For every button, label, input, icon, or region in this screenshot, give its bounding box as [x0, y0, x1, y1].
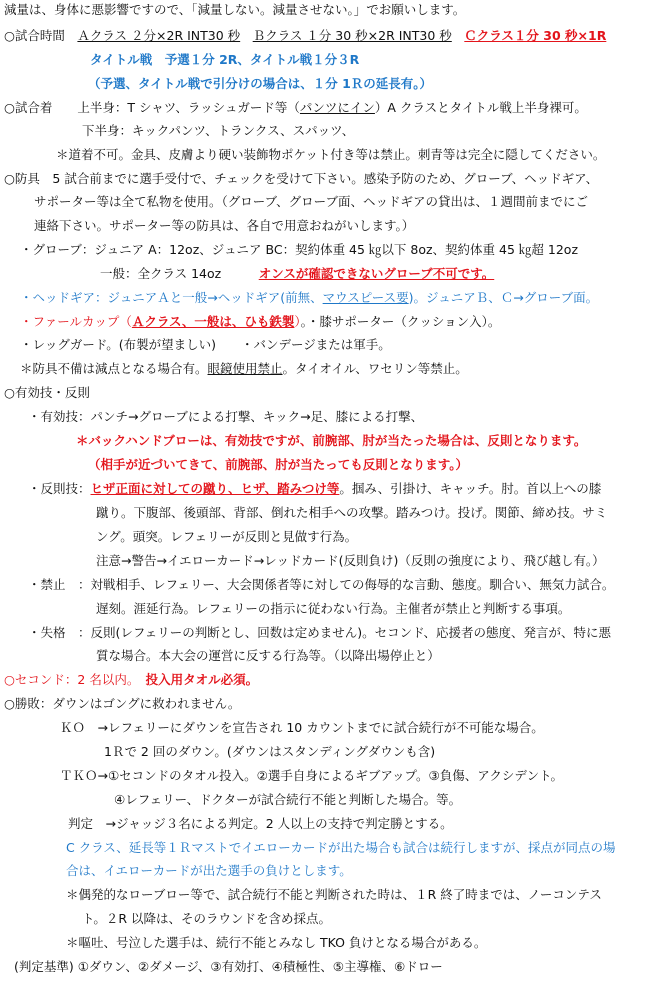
document-line: [28, 409, 423, 425]
line-text: ○勝敗：ダウンはゴングに救われません。: [4, 696, 241, 711]
line-text: ジュニアＡと一般→ヘッドギア(前無、: [107, 290, 323, 305]
line-text: Ｃクラス１分 30 秒×1R: [464, 28, 607, 43]
line-text: ング。頭突。レフェリーが反則と見做す行為。: [96, 529, 358, 544]
document-line: [96, 529, 357, 545]
line-text: ・反則技：: [28, 481, 91, 496]
line-text: ・グローブ：ジュニア A：12oz、ジュニア BC：契約体重 45 ㎏以下 8oz、契約体重 45 ㎏超 12oz: [20, 242, 579, 257]
line-text: 蹴り。下腹部、後頭部、背部、倒れた相手への攻撃。踏みつけ。投げ。関節、締め技。サミ: [96, 505, 608, 520]
line-text: )。ジュニアＢ、Ｃ→グローブ面。: [408, 290, 599, 305]
line-text: ＊道着不可。金具、皮膚より硬い装飾物ポケット付き等は禁止。刺青等は完全に隠してください。: [56, 147, 606, 162]
document-line: [76, 433, 586, 449]
document-line: [60, 768, 563, 784]
line-text: 投入用タオル必須。: [145, 672, 259, 687]
line-text: ○試合時間: [4, 28, 78, 43]
line-text: ・失格 ：反則(レフェリーの判断とし、回数は定めません)。セコンド、応援者の態度、発言が、特に悪: [28, 625, 612, 640]
line-text: (判定基準) ①ダウン、②ダメージ、③有効打、④積極性、⑤主導権、⑥ドロー: [14, 959, 443, 974]
document-line: [96, 505, 607, 521]
line-text: 連絡下さい。サポーター等の防具は、各自で用意おねがいします。）: [34, 218, 415, 233]
line-text: ○防具 5 試合前までに選手受付で、チェックを受けて下さい。感染予防のため、グローブ、ヘッドギア、: [4, 171, 599, 186]
document-line: [4, 171, 598, 187]
line-text: ○セコンド: [4, 672, 65, 687]
line-text: ・レッグガード。(布製が望ましい) ・バンデージまたは軍手。: [20, 337, 391, 352]
line-text: 一般：全クラス 14oz: [100, 266, 259, 281]
document-line: [60, 720, 544, 736]
document-line: [20, 337, 391, 353]
document-line: [4, 2, 465, 18]
line-text: ト。２R 以降は、そのラウンドを含め採点。: [82, 911, 332, 926]
document-line: [114, 792, 461, 808]
line-text: Ｂクラス １分 30 秒×2R INT30 秒: [252, 28, 452, 43]
line-text: 。タイオイル、ワセリン等禁止。: [282, 361, 468, 376]
document-line: [90, 52, 359, 68]
line-text: ・禁止 ：対戦相手、レフェリー、大会関係者等に対しての侮辱的な言動、態度。馴合い、無気力試合。: [28, 577, 615, 592]
line-text: ○試合着 上半身：T シャツ、ラッシュガード等（: [4, 100, 300, 115]
line-text: ＊偶発的なローブロー等で、試合続行不能と判断された時は、１R 終了時までは、ノーコンテス: [66, 887, 602, 902]
line-text: [240, 28, 253, 43]
document-line: [4, 672, 258, 688]
line-text: 1Ｒで 2 回のダウン。(ダウンはスタンディングダウンも含): [104, 744, 436, 759]
document-line: [20, 242, 578, 258]
line-text: ：2 名以内。: [64, 672, 146, 687]
line-text: Ａクラス、一般は、ひも鉄製: [131, 314, 295, 329]
document-line: [20, 290, 598, 306]
document-line: [82, 123, 354, 139]
line-text: 注意→警告→イエローカード→レッドカード(反則負け)（反則の強度により、飛び越し有。）: [96, 553, 605, 568]
document-line: [96, 553, 605, 569]
line-text: サポーター等は全て私物を使用。（グローブ、グローブ面、ヘッドギアの貸出は、１週間前までにご: [34, 194, 589, 209]
document-line: [96, 601, 570, 617]
line-text: ・ヘッドギア：: [20, 290, 108, 305]
document-line: [104, 744, 435, 760]
document-line: [88, 76, 432, 92]
document-line: [4, 100, 587, 116]
line-text: （相手が近づいてきて、前腕部、肘が当たっても反則となります。）: [88, 457, 469, 472]
line-text: オンスが確認できないグローブ不可です。: [258, 266, 495, 281]
document-line: [20, 361, 468, 377]
line-text: マウスピース要: [322, 290, 409, 305]
document-line: [100, 266, 494, 282]
line-text: パンツにイン: [299, 100, 375, 115]
line-text: 減量は、身体に悪影響ですので、「減量しない。減量させない。」でお願いします。: [4, 2, 466, 17]
line-text: C クラス、延長等１Ｒマストでイエローカードが出た場合も試合は続行しますが、採点が同点の場: [66, 840, 616, 855]
document-line: [34, 194, 588, 210]
document-line: [34, 218, 414, 234]
line-text: ＴＫＯ→①セコンドのタオル投入。②選手自身によるギブアップ。③負傷、アクシデント。: [60, 768, 563, 783]
line-text: ④レフェリー、ドクターが試合続行不能と判断した場合。等。: [114, 792, 462, 807]
line-text: ヒザ正面に対しての蹴り、ヒザ、踏みつけ等: [90, 481, 340, 496]
document-line: [4, 385, 90, 401]
line-text: 合は、イエローカードが出た選手の負けとします。: [66, 863, 352, 878]
line-text: ・ファールカップ（: [20, 314, 132, 329]
document-line: [68, 816, 453, 832]
line-text: 遅刻。涯延行為。レフェリーの指示に従わない行為。主催者が禁止と判断する事項。: [96, 601, 571, 616]
line-text: 眼鏡使用禁止: [207, 361, 283, 376]
document-line: [88, 457, 468, 473]
line-text: 。・膝サポーター（クッション入）。: [300, 314, 501, 329]
line-text: ）: [294, 314, 301, 329]
document-line: [96, 648, 440, 664]
document-line: [28, 481, 601, 497]
line-text: Ａクラス ２分×2R INT30 秒: [77, 28, 241, 43]
line-text: ）A クラスとタイトル戦上半身裸可。: [374, 100, 587, 115]
line-text: ＊防具不備は減点となる場合有。: [20, 361, 208, 376]
line-text: 下半身：キックパンツ、トランクス、スパッツ、: [82, 123, 355, 138]
document-line: [20, 314, 500, 330]
line-text: 質な場合。本大会の運営に反する行為等。（以降出場停止と）: [96, 648, 440, 663]
line-text: タイトル戦 予選１分 2R、タイトル戦１分３R: [90, 52, 360, 67]
document-line: [28, 625, 611, 641]
line-text: ＊バックハンドブローは、有効技ですが、前腕部、肘が当たった場合は、反則となります。: [76, 433, 587, 448]
document-line: [14, 959, 443, 975]
line-text: [452, 28, 465, 43]
document-line: [66, 840, 615, 856]
line-text: 判定 →ジャッジ３名による判定。2 人以上の支持で判定勝とする。: [68, 816, 453, 831]
document-line: [82, 911, 331, 927]
document-line: [4, 28, 606, 44]
document-line: [4, 696, 240, 712]
document-line: [66, 887, 602, 903]
line-text: ○有効技・反則: [4, 385, 90, 400]
document-line: [56, 147, 605, 163]
line-text: 。掴み、引掛け、キャッチ。肘。首以上への膝: [339, 481, 602, 496]
line-text: ＊嘔吐、号泣した選手は、続行不能とみなし TKO 負けとなる場合がある。: [66, 935, 487, 950]
document-line: [66, 863, 352, 879]
line-text: ・有効技：パンチ→グローブによる打撃、キック→足、膝による打撃、: [28, 409, 424, 424]
document-line: [28, 577, 614, 593]
document-line: [66, 935, 486, 951]
line-text: ＫＯ →レフェリーにダウンを宣告され 10 カウントまでに試合続行が不可能な場合。: [60, 720, 544, 735]
line-text: （予選、タイトル戦で引分けの場合は、１分 1Ｒの延長有。）: [88, 76, 433, 91]
